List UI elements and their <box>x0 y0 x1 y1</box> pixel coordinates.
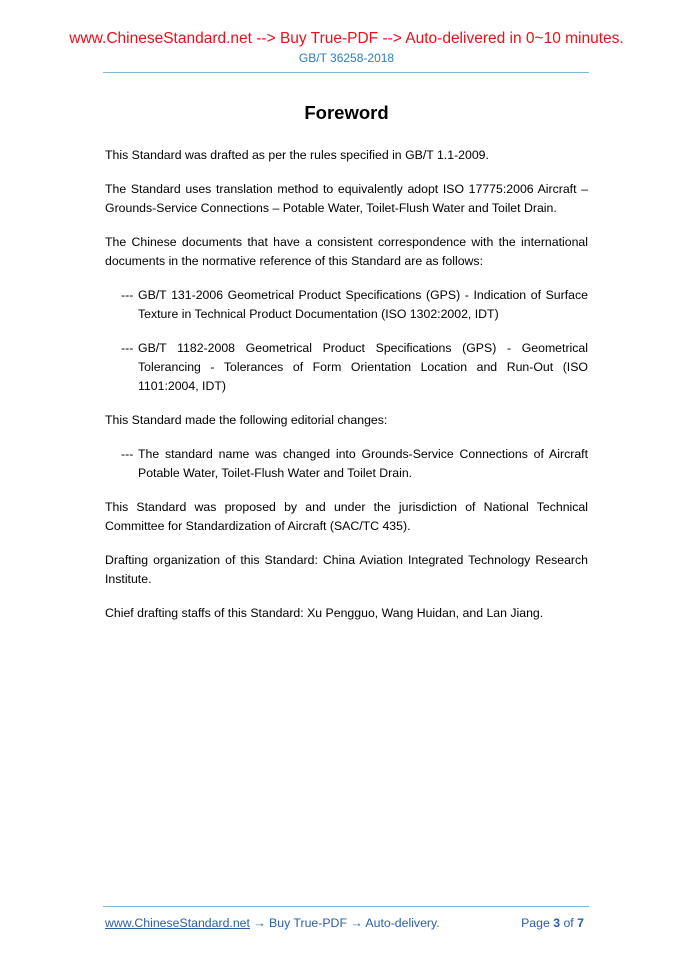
page-indicator <box>521 916 584 930</box>
editorial-change-item <box>105 445 588 483</box>
reference-item <box>105 339 588 396</box>
paragraph-drafting-rules: This Standard was drafted as per the rules specified in GB/T 1.1-2009. <box>105 148 489 162</box>
header-divider <box>103 72 589 73</box>
footer-tagline: → Buy True-PDF → Auto-delivery. <box>249 916 440 930</box>
page-of: of <box>563 916 574 930</box>
document-body <box>105 146 588 638</box>
paragraph-references-intro: The Chinese documents that have a consistent correspondence with the international documents in the normative reference of this Standard are as follows: <box>105 235 588 268</box>
paragraph-editorial-intro: This Standard made the following editorial changes: <box>105 413 388 427</box>
paragraph-drafting-organization: Drafting organization of this Standard: China Aviation Integrated Technology Research Institute. <box>105 553 588 586</box>
paragraph-proposed-by: This Standard was proposed by and under the jurisdiction of National Technical Committee for Standardization of Aircraft (SAC/TC 435). <box>105 500 588 533</box>
paragraph-translation-method: The Standard uses translation method to equivalently adopt ISO 17775:2006 Aircraft – Grounds-Service Connections – Potable Water, Toilet-Flush Water and Toilet Drain. <box>105 182 588 215</box>
page-title: Foreword <box>304 102 389 123</box>
page-footer <box>105 916 588 930</box>
reference-text: GB/T 131-2006 Geometrical Product Specifications (GPS) - Indication of Surface Texture in Technical Product Documentation (ISO 1302:2002, IDT) <box>138 288 588 321</box>
paragraph-drafting-staff: Chief drafting staffs of this Standard: Xu Pengguo, Wang Huidan, and Lan Jiang. <box>105 606 544 620</box>
page-label: Page <box>521 916 550 930</box>
list-dash: --- <box>121 447 134 461</box>
editorial-change-text: The standard name was changed into Grounds-Service Connections of Aircraft Potable Water, Toilet-Flush Water and Toilet Drain. <box>138 447 588 480</box>
reference-item <box>105 286 588 324</box>
page-total: 7 <box>577 916 584 930</box>
footer-divider <box>103 906 589 907</box>
list-dash: --- <box>121 288 134 302</box>
reference-text: GB/T 1182-2008 Geometrical Product Specifications (GPS) - Geometrical Tolerancing - Tolerances of Form Orientation Location and Run-Out (ISO 1101:2004, IDT) <box>138 341 588 393</box>
list-dash: --- <box>121 341 134 355</box>
footer-site-link[interactable]: www.ChineseStandard.net <box>105 916 250 930</box>
document-id: GB/T 36258-2018 <box>298 51 395 65</box>
page-current: 3 <box>553 916 561 930</box>
header-banner[interactable]: www.ChineseStandard.net --> Buy True-PDF --> Auto-delivered in 0~10 minutes. <box>69 30 624 47</box>
